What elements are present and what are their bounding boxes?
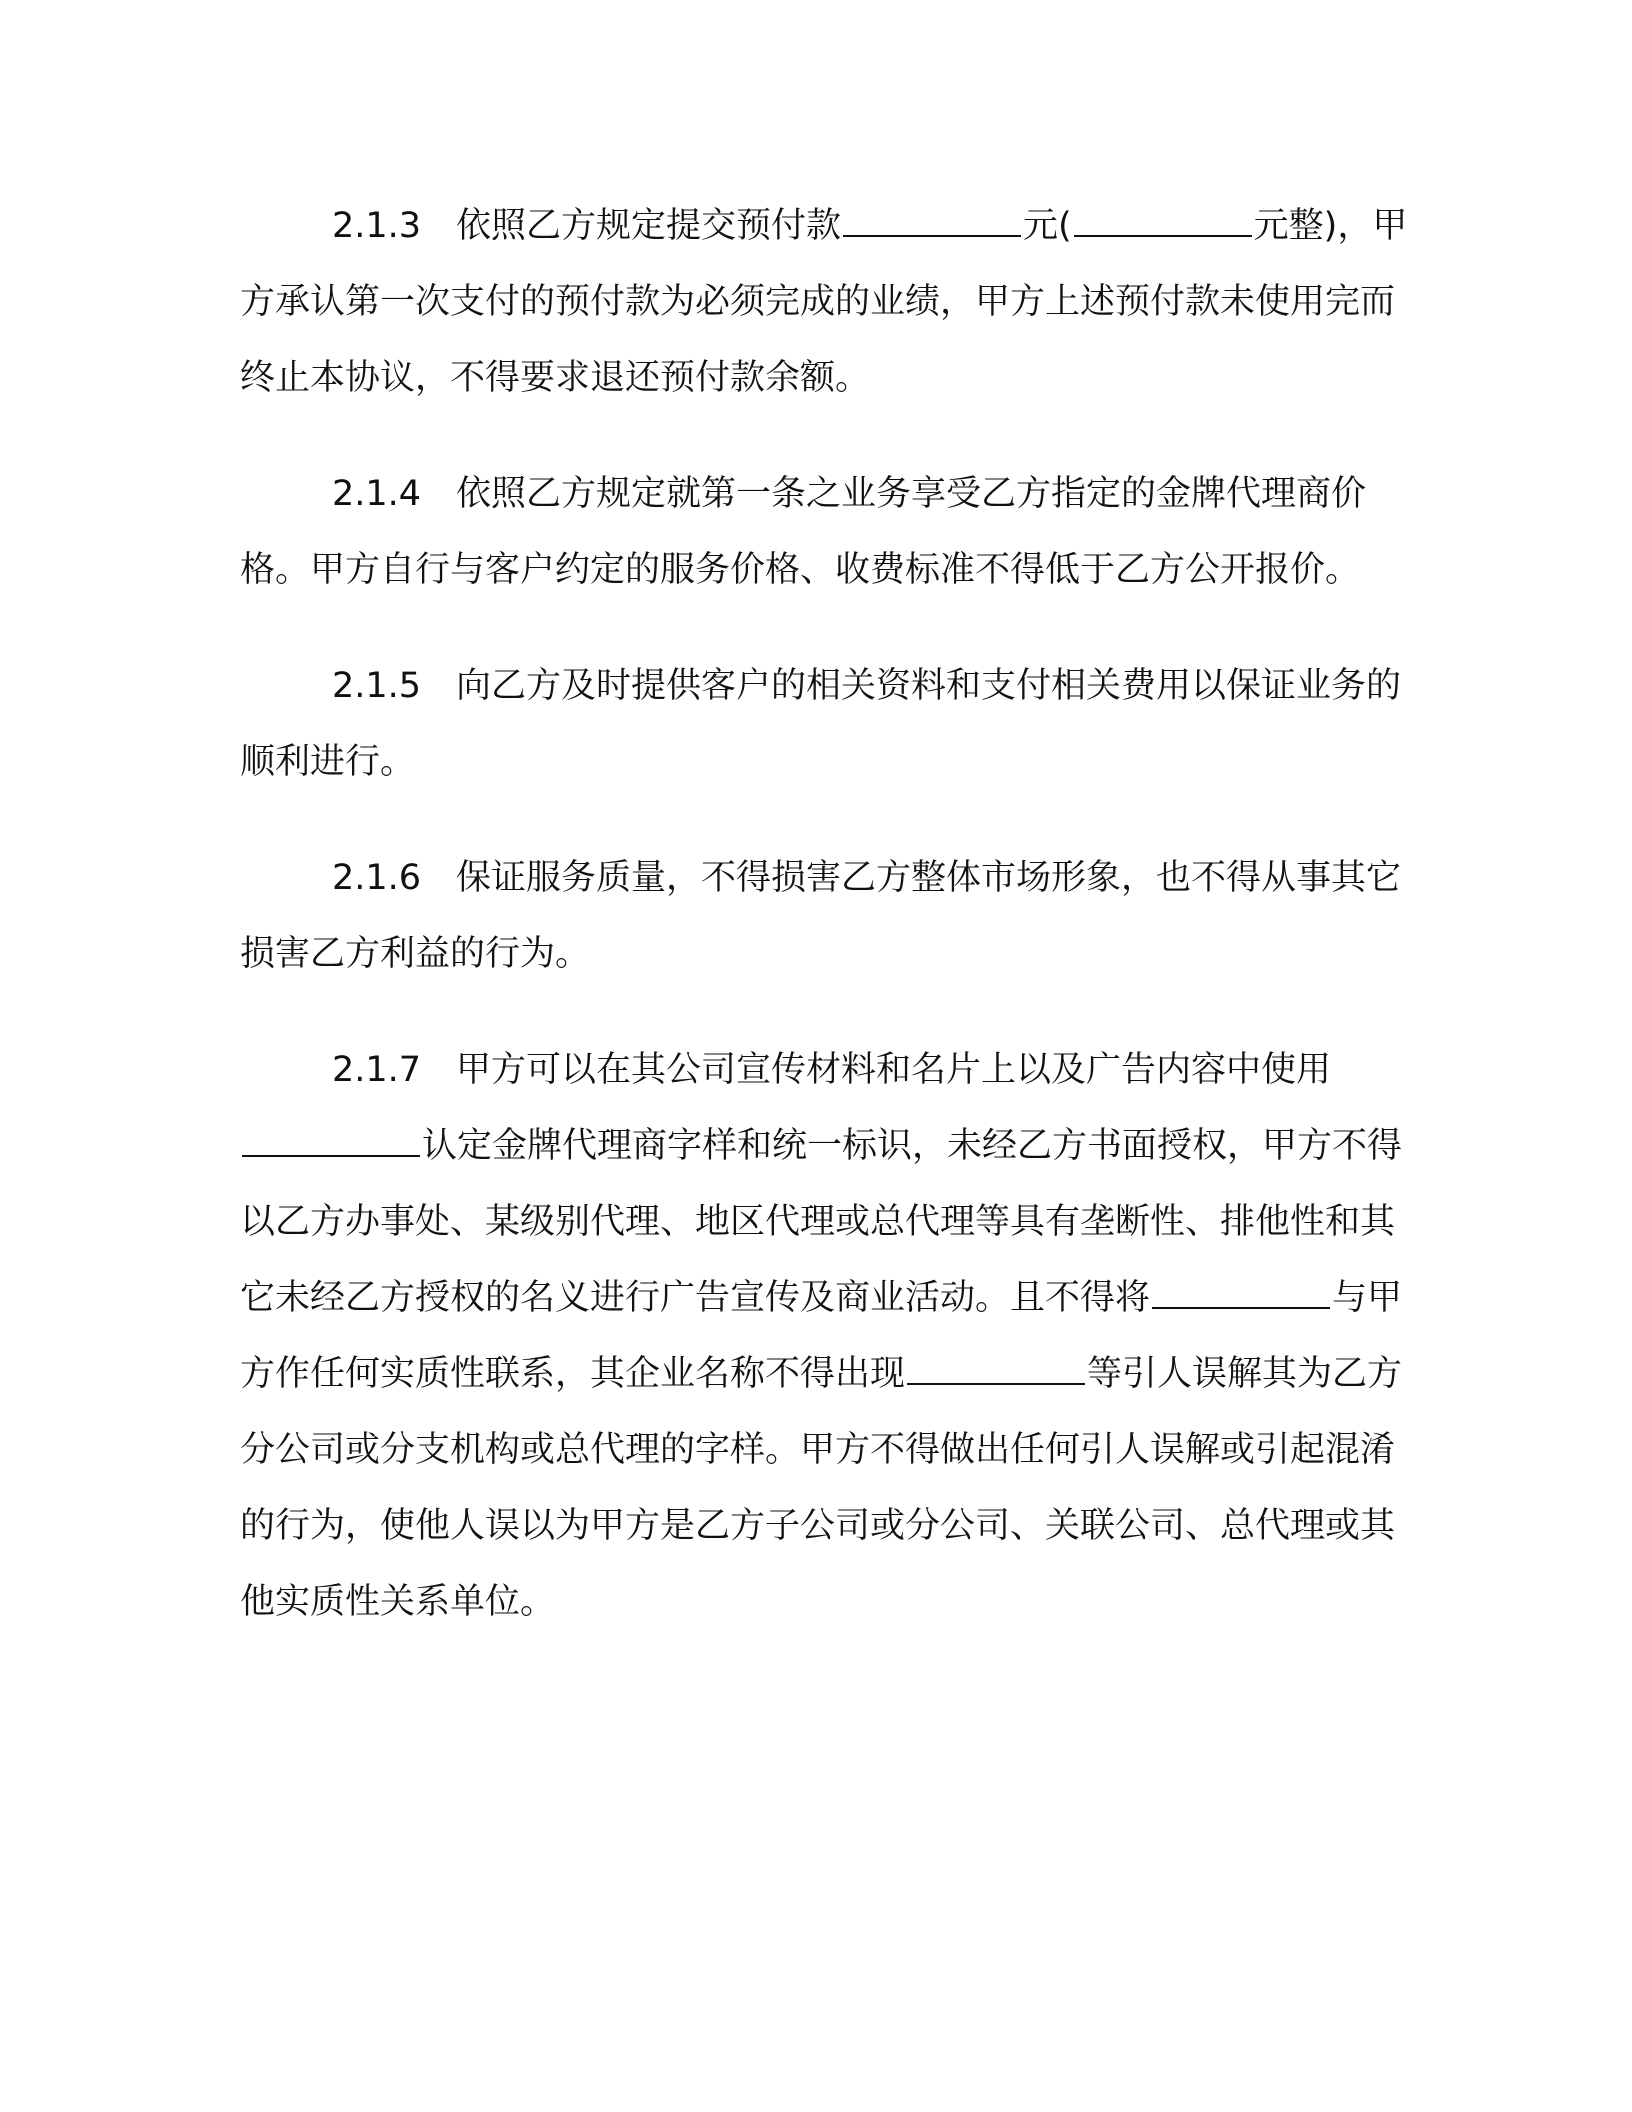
clause-text: 保证服务质量，不得损害乙方整体市场形象，也不得从事其它损害乙方利益的行为。	[240, 858, 1402, 974]
clause-text: 等引人误解其为乙方分公司或分支机构或总代理的字样。甲方不得做出任何引人误解或引起混淆的行为，使他人误以为甲方是乙方子公司或分公司、关联公司、总代理或其他实质性关系单位。	[240, 1354, 1403, 1622]
fill-blank	[242, 1125, 420, 1157]
fill-blank	[843, 205, 1021, 237]
clause-2-1-6	[240, 840, 1410, 992]
clause-text: 依照乙方规定就第一条之业务享受乙方指定的金牌代理商价格。甲方自行与客户约定的服务价格、收费标准不得低于乙方公开报价。	[240, 474, 1367, 590]
clause-2-1-5	[240, 648, 1410, 800]
document-page	[240, 188, 1410, 1680]
clause-number: 2.1.4	[332, 474, 422, 514]
clause-text: 元(	[1023, 206, 1072, 246]
clause-text: 向乙方及时提供客户的相关资料和支付相关费用以保证业务的顺利进行。	[240, 666, 1402, 782]
clause-2-1-3	[240, 188, 1410, 416]
clause-text: 甲方可以在其公司宣传材料和名片上以及广告内容中使用	[456, 1050, 1332, 1090]
clause-number: 2.1.7	[332, 1050, 422, 1090]
fill-blank	[1074, 205, 1252, 237]
clause-text: 依照乙方规定提交预付款	[456, 206, 842, 246]
clause-2-1-7	[240, 1032, 1410, 1640]
clause-number: 2.1.5	[332, 666, 422, 706]
clause-text: 认定金牌代理商字样和统一标识，未经乙方书面授权，甲方不得以乙方办事处、某级别代理、地区代理或总代理等具有垄断性、排他性和其它未经乙方授权的名义进行广告宣传及商业活动。且不得将	[240, 1126, 1403, 1318]
clause-2-1-4	[240, 456, 1410, 608]
clause-text: 元整)，甲方承认第一次支付的预付款为必须完成的业绩，甲方上述预付款未使用完而终止本协议，不得要求退还预付款余额。	[240, 206, 1408, 398]
clause-number: 2.1.3	[332, 206, 422, 246]
fill-blank	[1152, 1277, 1330, 1309]
clause-text: 与甲方作任何实质性联系，其企业名称不得出现	[240, 1278, 1403, 1394]
fill-blank	[907, 1353, 1085, 1385]
clause-number: 2.1.6	[332, 858, 422, 898]
